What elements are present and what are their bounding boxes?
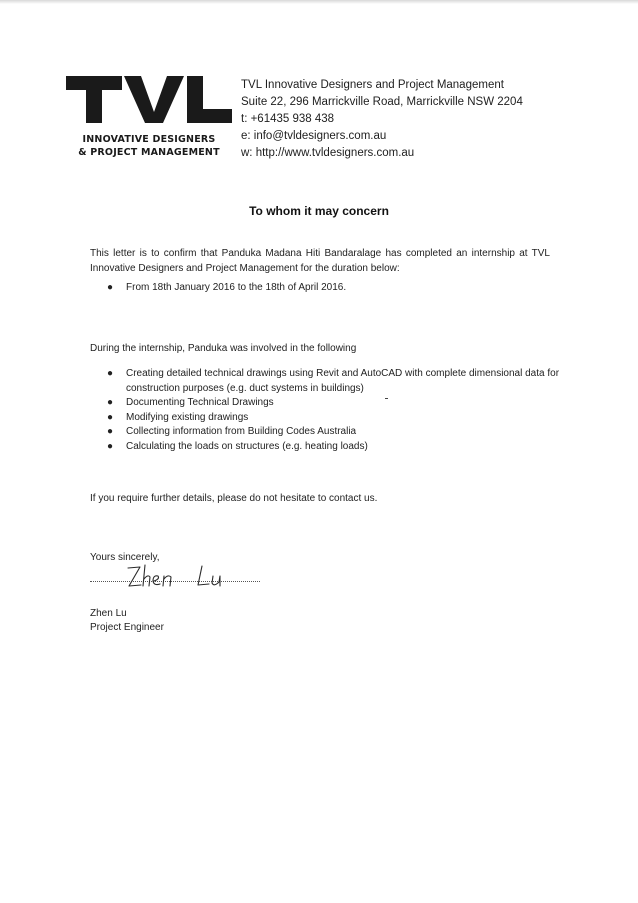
company-logo bbox=[66, 74, 232, 164]
contact-note: If you require further details, please do not hesitate to contact us. bbox=[90, 493, 378, 504]
bullet-icon: ● bbox=[107, 426, 114, 437]
company-address: Suite 22, 296 Marrickville Road, Marrickville NSW 2204 bbox=[241, 96, 523, 108]
list-item bbox=[90, 425, 560, 440]
company-contact-block bbox=[241, 77, 523, 162]
company-email: e: info@tvldesigners.com.au bbox=[241, 130, 387, 142]
signer-name: Zhen Lu bbox=[90, 608, 127, 619]
stray-mark bbox=[385, 398, 388, 399]
handwritten-signature bbox=[124, 560, 244, 590]
involvement-text: Creating detailed technical drawings using Revit and AutoCAD with complete dimensional data for construction purposes (e.g. duct systems in buildings) bbox=[126, 368, 560, 394]
list-item bbox=[90, 411, 560, 426]
company-phone: t: +61435 938 438 bbox=[241, 113, 335, 125]
letter-heading: To whom it may concern bbox=[249, 204, 389, 218]
signature bbox=[90, 560, 270, 596]
logo-tagline-line1: INNOVATIVE DESIGNERS bbox=[82, 134, 216, 145]
signer-title: Project Engineer bbox=[90, 622, 164, 633]
logo-tagline-line2: & PROJECT MANAGEMENT bbox=[78, 147, 220, 158]
list-item bbox=[90, 281, 560, 296]
tvl-logo-mark bbox=[66, 74, 232, 124]
bullet-icon: ● bbox=[107, 397, 114, 408]
involvement-list bbox=[90, 367, 560, 454]
closing-salutation: Yours sincerely, bbox=[90, 552, 160, 563]
list-item bbox=[90, 440, 560, 455]
involvement-text: Modifying existing drawings bbox=[126, 411, 249, 423]
list-item bbox=[90, 367, 560, 396]
bullet-icon: ● bbox=[107, 411, 114, 423]
duration-list bbox=[90, 281, 560, 296]
duration-text: From 18th January 2016 to the 18th of April 2016. bbox=[126, 282, 347, 293]
involvement-text: Calculating the loads on structures (e.g. heating loads) bbox=[126, 440, 368, 452]
bullet-icon: ● bbox=[107, 440, 114, 452]
involvement-text: Documenting Technical Drawings bbox=[126, 397, 274, 408]
list-item bbox=[90, 396, 560, 411]
bullet-icon: ● bbox=[107, 282, 114, 293]
intro-paragraph: This letter is to confirm that Panduka Madana Hiti Bandaralage has completed an internship at TVL Innovative Designers and Project Management for the duration below: bbox=[90, 248, 550, 274]
bullet-icon: ● bbox=[107, 368, 114, 379]
involvement-text: Collecting information from Building Codes Australia bbox=[126, 426, 357, 437]
involvement-intro: During the internship, Panduka was involved in the following bbox=[90, 343, 357, 354]
company-name: TVL Innovative Designers and Project Management bbox=[241, 79, 504, 91]
scan-shadow bbox=[0, 0, 638, 4]
company-website: w: http://www.tvldesigners.com.au bbox=[241, 147, 415, 159]
